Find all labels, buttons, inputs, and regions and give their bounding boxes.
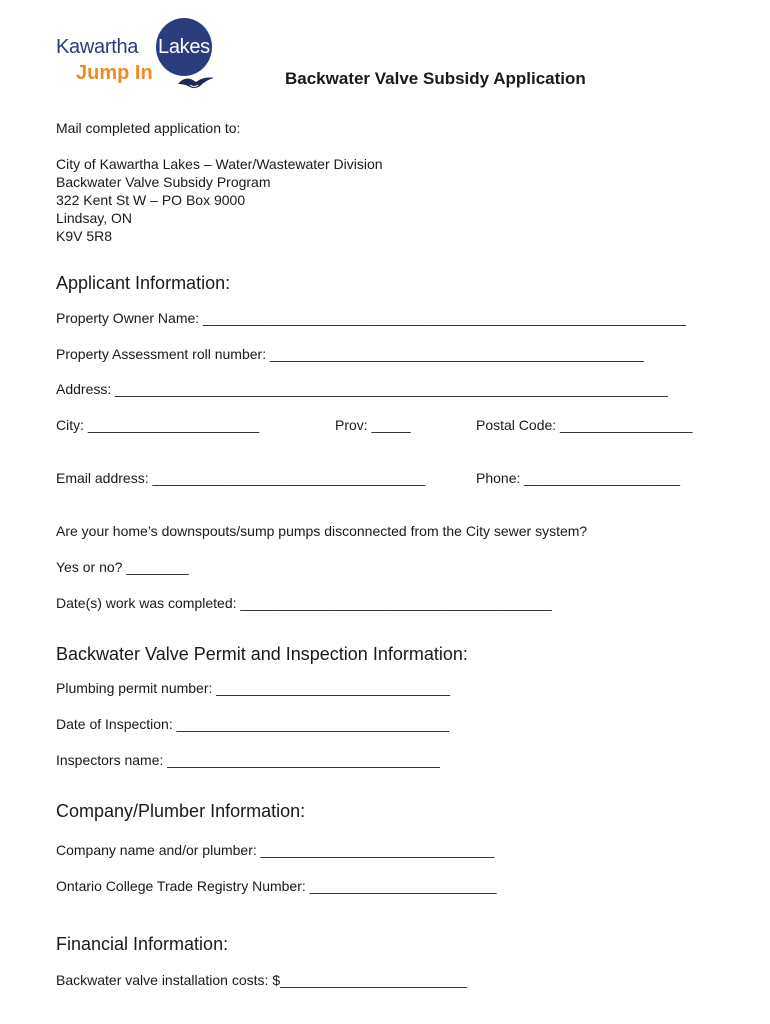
date-work-completed-field[interactable]: Date(s) work was completed: ________________________________________ — [56, 595, 552, 611]
yes-no-field[interactable]: Yes or no? ________ — [56, 559, 189, 575]
eagle-icon — [176, 70, 216, 92]
city-field[interactable]: City: ______________________ — [56, 417, 260, 433]
phone-field[interactable]: Phone: ____________________ — [476, 470, 680, 486]
roll-number-field[interactable]: Property Assessment roll number: ________________________________________________ — [56, 346, 644, 362]
postal-code-field[interactable]: Postal Code: _________________ — [476, 417, 693, 433]
section-heading-permit: Backwater Valve Permit and Inspection Information: — [56, 644, 468, 664]
installation-costs-field[interactable]: Backwater valve installation costs: $________________________ — [56, 972, 467, 988]
mail-address-line: Lindsay, ON — [56, 210, 132, 226]
disconnection-question: Are your home’s downspouts/sump pumps disconnected from the City sewer system? — [56, 523, 588, 539]
inspection-date-field[interactable]: Date of Inspection: ___________________________________ — [56, 716, 450, 732]
mail-address-line: 322 Kent St W – PO Box 9000 — [56, 192, 246, 208]
mail-address-line: K9V 5R8 — [56, 228, 113, 244]
logo-text-kawartha: Kawartha — [56, 36, 139, 58]
address-field[interactable]: Address: _______________________________________________________________________ — [56, 381, 668, 397]
logo-tagline: Jump In — [76, 62, 153, 84]
inspector-name-field[interactable]: Inspectors name: ___________________________________ — [56, 752, 440, 768]
mail-address-line: Backwater Valve Subsidy Program — [56, 174, 271, 190]
plumbing-permit-number-field[interactable]: Plumbing permit number: ______________________________ — [56, 680, 450, 696]
email-field[interactable]: Email address: ___________________________________ — [56, 470, 425, 486]
trade-registry-number-field[interactable]: Ontario College Trade Registry Number: ________________________ — [56, 878, 497, 894]
section-heading-company: Company/Plumber Information: — [56, 801, 306, 821]
section-heading-financial: Financial Information: — [56, 934, 229, 954]
mail-label: Mail completed application to: — [56, 120, 241, 136]
company-name-field[interactable]: Company name and/or plumber: ______________________________ — [56, 842, 495, 858]
province-field[interactable]: Prov: _____ — [335, 417, 411, 433]
kawartha-lakes-logo — [56, 18, 216, 88]
mail-address-line: City of Kawartha Lakes – Water/Wastewater Division — [56, 156, 383, 172]
logo-text-lakes: Lakes — [158, 36, 210, 58]
page-title: Backwater Valve Subsidy Application — [285, 69, 586, 88]
owner-name-field[interactable]: Property Owner Name: ______________________________________________________________ — [56, 310, 686, 326]
section-heading-applicant: Applicant Information: — [56, 273, 231, 293]
